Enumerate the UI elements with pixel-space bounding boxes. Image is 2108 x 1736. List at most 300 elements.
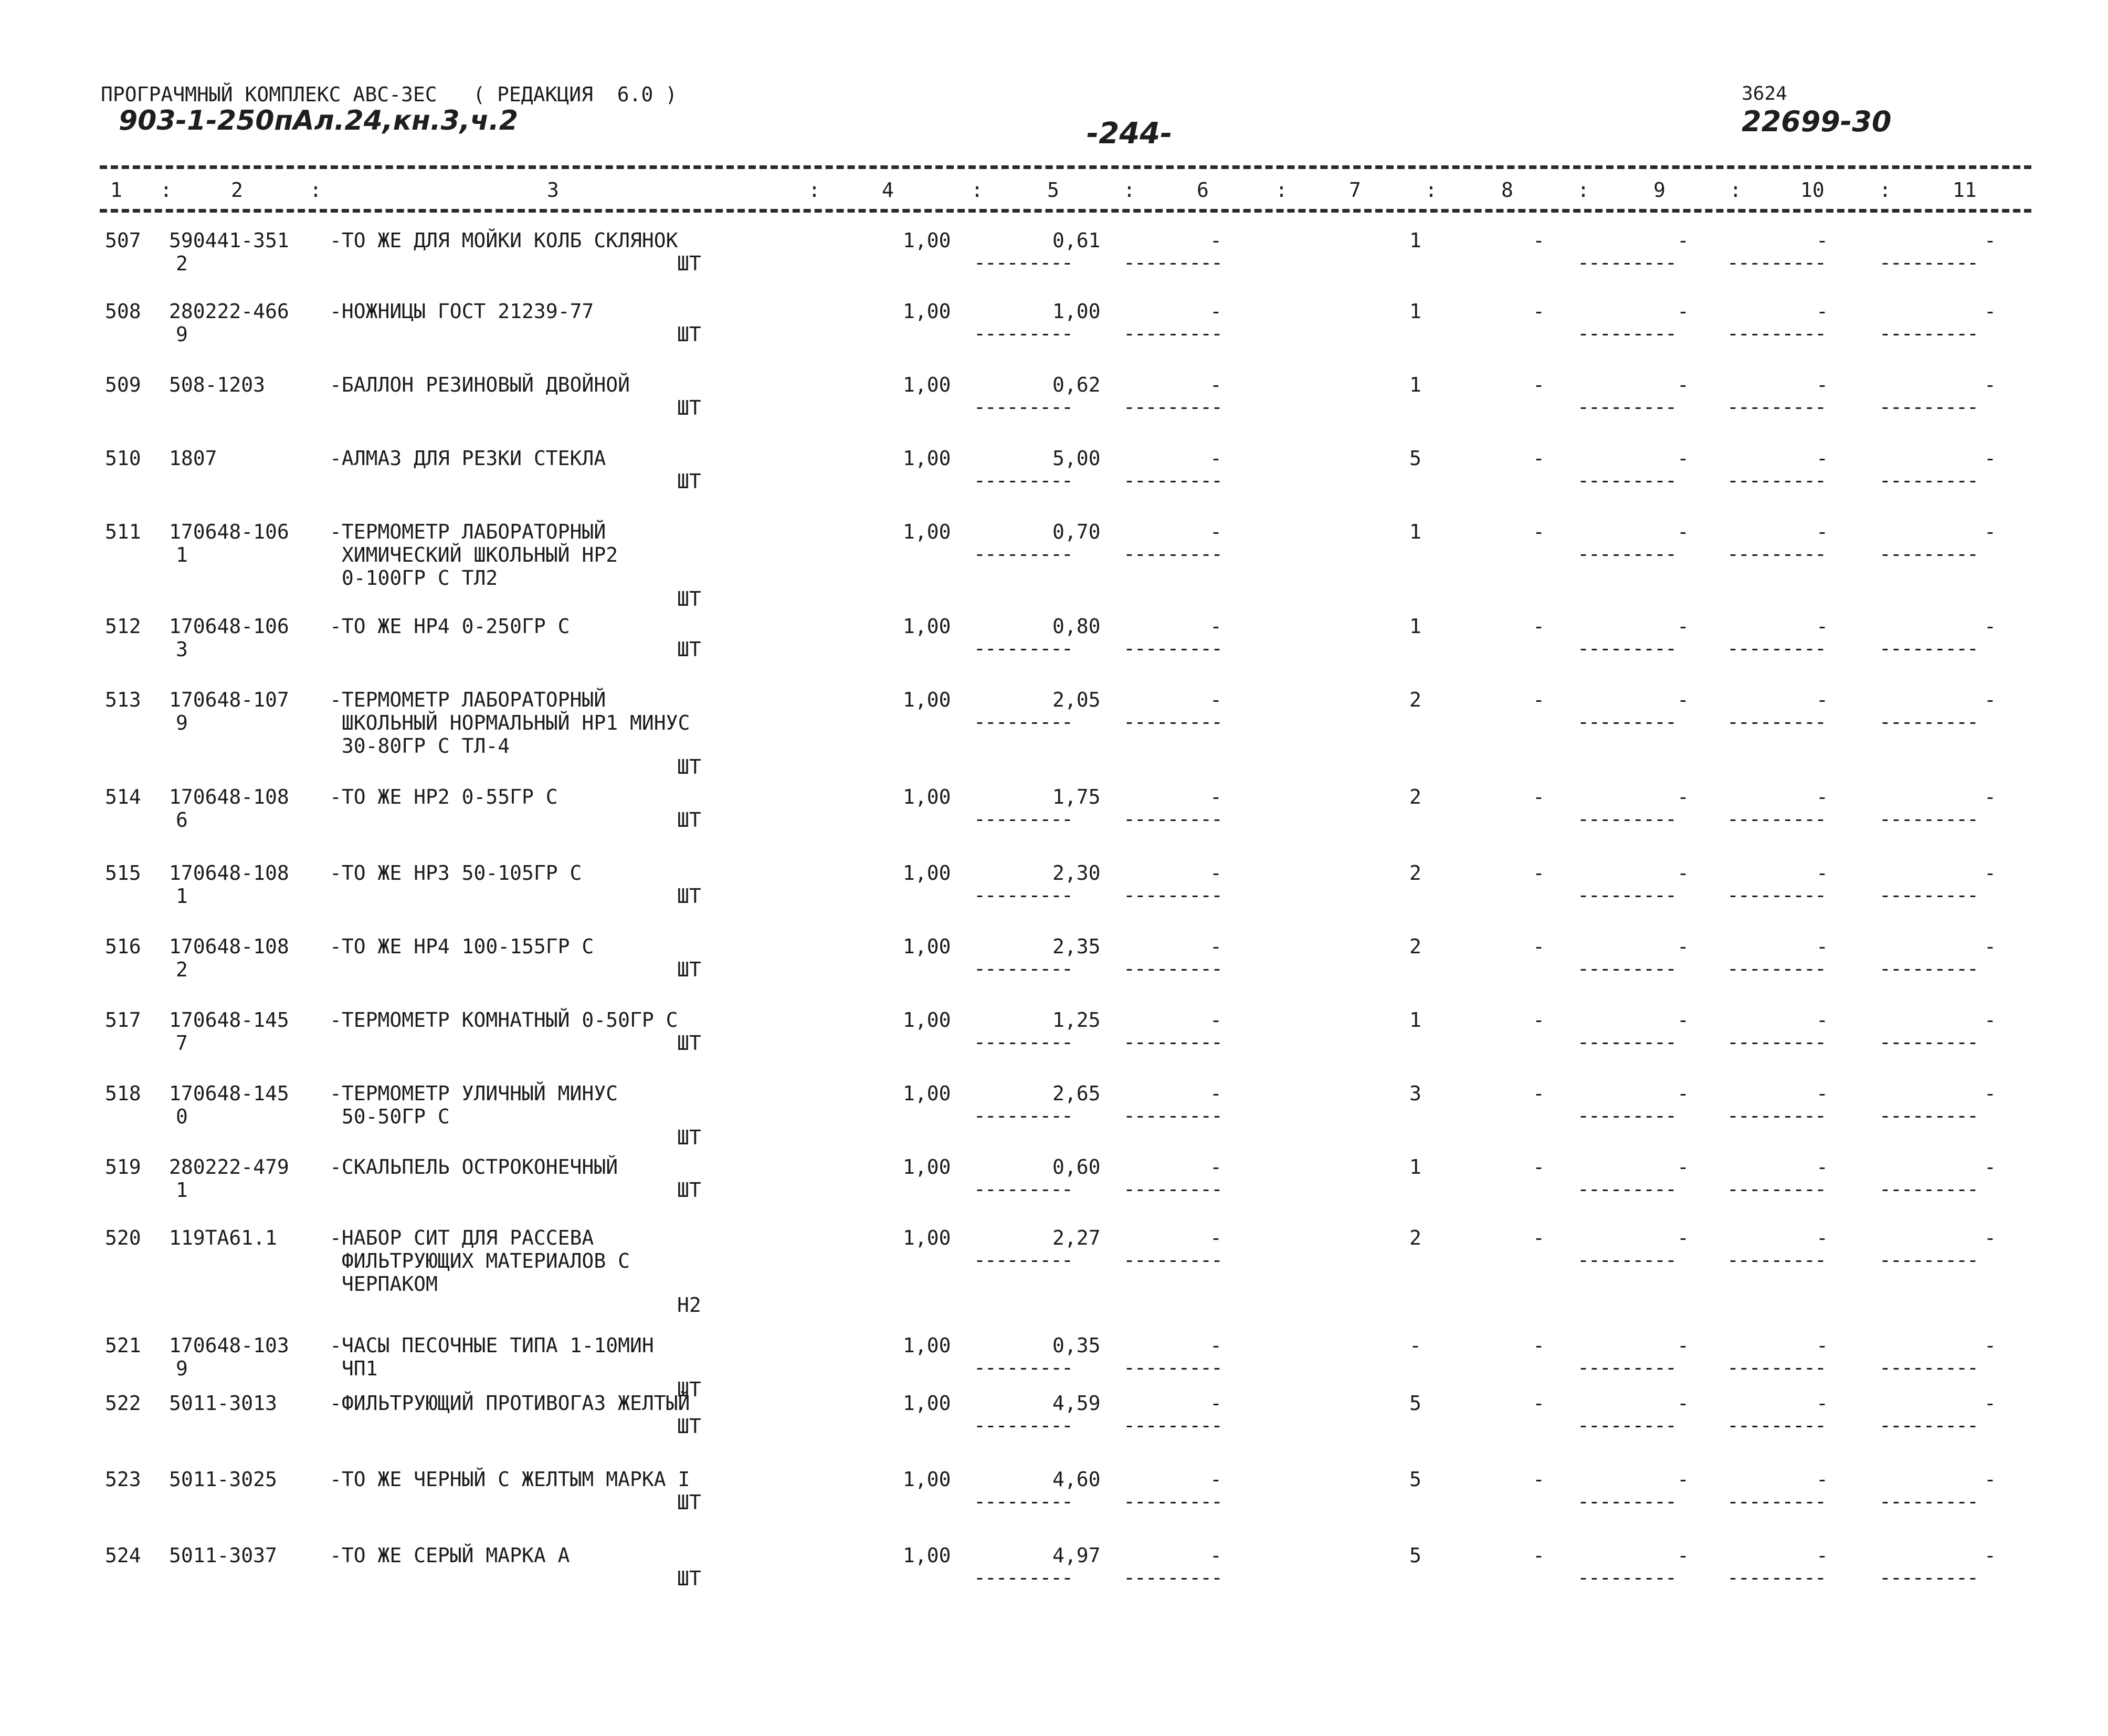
col11-underline: --------- [1879, 1566, 1978, 1589]
table-row [0, 446, 2108, 520]
price-underline: --------- [974, 807, 1072, 830]
item-code: 170648-106 [169, 520, 289, 543]
col6-underline: --------- [1123, 957, 1222, 980]
col10-value: - [1816, 1082, 1828, 1105]
col9-underline: --------- [1577, 883, 1676, 907]
price: 0,62 [1052, 373, 1101, 396]
price-underline: --------- [974, 395, 1072, 418]
item-code: 590441-351 [169, 229, 289, 252]
row-number: 523 [105, 1468, 141, 1491]
col-separator: : [1425, 178, 1437, 202]
unit-of-measure: ШТ [677, 1378, 701, 1401]
col9-value: - [1677, 520, 1689, 543]
unit-of-measure: ШТ [677, 1032, 701, 1055]
col10-value: - [1816, 785, 1828, 808]
unit-of-measure: ШТ [677, 470, 701, 493]
price: 4,59 [1052, 1392, 1101, 1415]
item-description-line: -ТЕРМОМЕТР ЛАБОРАТОРНЫЙ [330, 688, 606, 711]
col8-value: - [1533, 520, 1545, 543]
price: 0,70 [1052, 520, 1101, 543]
row-number: 521 [105, 1334, 141, 1357]
row-number: 518 [105, 1082, 141, 1105]
item-code: 170648-108 [169, 861, 289, 885]
item-code: 170648-145 [169, 1008, 289, 1032]
item-description-line: ФИЛЬТРУЮЩИХ МАТЕРИАЛОВ С [330, 1249, 630, 1272]
item-description-line: 0-100ГР С ТЛ2 [330, 566, 498, 590]
quantity: 1,00 [903, 373, 951, 396]
col6-value: - [1210, 1155, 1222, 1179]
quantity: 1,00 [903, 1155, 951, 1179]
item-description-line: -ТО ЖЕ СЕРЫЙ МАРКА А [330, 1544, 570, 1567]
unit-of-measure: ШТ [677, 638, 701, 661]
price: 4,97 [1052, 1544, 1101, 1567]
item-description-line: -АЛМАЗ ДЛЯ РЕЗКИ СТЕКЛА [330, 447, 606, 470]
col10-underline: --------- [1727, 251, 1826, 274]
table-row [0, 934, 2108, 1008]
col6-value: - [1210, 1226, 1222, 1249]
price: 0,35 [1052, 1334, 1101, 1357]
col11-value: - [1984, 520, 1996, 543]
col9-value: - [1677, 373, 1689, 396]
price-underline: --------- [974, 957, 1072, 980]
document-code: 903-1-250пАл.24,кн.3,ч.2 [119, 105, 519, 136]
quantity: 1,00 [903, 785, 951, 808]
col8-value: - [1533, 1226, 1545, 1249]
item-description-line: -ТЕРМОМЕТР КОМНАТНЫЙ 0-50ГР С [330, 1008, 678, 1032]
col11-value: - [1984, 1392, 1996, 1415]
col7-value: 1 [1409, 1008, 1421, 1032]
program-header: ПРОГРАЧМНЫЙ КОМПЛЕКС АВС-ЗЕС ( РЕДАКЦИЯ 6.0 ) [101, 83, 678, 106]
unit-of-measure: ШТ [677, 1567, 701, 1590]
item-code-check: 6 [176, 808, 188, 832]
col10-underline: --------- [1727, 322, 1826, 345]
col9-value: - [1677, 1544, 1689, 1567]
item-code: 170648-103 [169, 1334, 289, 1357]
price-underline: --------- [974, 1356, 1072, 1379]
price-underline: --------- [974, 1414, 1072, 1437]
col11-underline: --------- [1879, 542, 1978, 565]
col10-underline: --------- [1727, 1566, 1826, 1589]
table-row [0, 1391, 2108, 1465]
table-row [0, 228, 2108, 302]
row-number: 517 [105, 1008, 141, 1032]
col10-underline: --------- [1727, 395, 1826, 418]
col10-underline: --------- [1727, 1177, 1826, 1201]
item-code: 5011-3037 [169, 1544, 277, 1567]
col10-underline: --------- [1727, 1490, 1826, 1513]
item-description-line: ЧП1 [330, 1357, 378, 1380]
price-underline: --------- [974, 710, 1072, 733]
col9-value: - [1677, 1392, 1689, 1415]
col11-underline: --------- [1879, 251, 1978, 274]
quantity: 1,00 [903, 447, 951, 470]
row-number: 509 [105, 373, 141, 396]
table-row [0, 785, 2108, 858]
col7-value: 1 [1409, 1155, 1421, 1179]
unit-of-measure: Н2 [677, 1293, 701, 1317]
item-description-line: -ТЕРМОМЕТР ЛАБОРАТОРНЫЙ [330, 520, 606, 543]
row-number: 508 [105, 300, 141, 323]
row-number: 516 [105, 935, 141, 958]
item-code: 5011-3025 [169, 1468, 277, 1491]
row-number: 513 [105, 688, 141, 711]
col8-value: - [1533, 300, 1545, 323]
col10-underline: --------- [1727, 1030, 1826, 1054]
quantity: 1,00 [903, 1008, 951, 1032]
col8-value: - [1533, 1155, 1545, 1179]
quantity: 1,00 [903, 615, 951, 638]
col11-underline: --------- [1879, 1177, 1978, 1201]
col7-value: 1 [1409, 229, 1421, 252]
col9-value: - [1677, 1334, 1689, 1357]
price: 5,00 [1052, 447, 1101, 470]
col10-underline: --------- [1727, 807, 1826, 830]
col8-value: - [1533, 1392, 1545, 1415]
unit-of-measure: ШТ [677, 1179, 701, 1202]
col9-value: - [1677, 300, 1689, 323]
row-number: 524 [105, 1544, 141, 1567]
item-description-line: -ТО ЖЕ ДЛЯ МОЙКИ КОЛБ СКЛЯНОК [330, 229, 678, 252]
unit-of-measure: ШТ [677, 958, 701, 981]
item-code-check: 1 [176, 885, 188, 908]
col11-value: - [1984, 861, 1996, 885]
col7-value: - [1409, 1334, 1421, 1357]
col6-value: - [1210, 1392, 1222, 1415]
col7-value: 1 [1409, 373, 1421, 396]
item-code-check: 2 [176, 252, 188, 275]
col6-underline: --------- [1123, 807, 1222, 830]
quantity: 1,00 [903, 861, 951, 885]
col6-underline: --------- [1123, 1356, 1222, 1379]
quantity: 1,00 [903, 935, 951, 958]
col7-value: 1 [1409, 615, 1421, 638]
col10-underline: --------- [1727, 957, 1826, 980]
col6-value: - [1210, 688, 1222, 711]
quantity: 1,00 [903, 1082, 951, 1105]
col6-underline: --------- [1123, 395, 1222, 418]
col6-underline: --------- [1123, 1414, 1222, 1437]
item-code: 280222-479 [169, 1155, 289, 1179]
col11-value: - [1984, 1226, 1996, 1249]
col8-value: - [1533, 1082, 1545, 1105]
col9-underline: --------- [1577, 1490, 1676, 1513]
col9-underline: --------- [1577, 322, 1676, 345]
col7-value: 2 [1409, 1226, 1421, 1249]
item-description-line: ХИМИЧЕСКИЙ ШКОЛЬНЫЙ НР2 [330, 543, 618, 566]
col10-value: - [1816, 447, 1828, 470]
col11-underline: --------- [1879, 1414, 1978, 1437]
price: 0,60 [1052, 1155, 1101, 1179]
col8-value: - [1533, 688, 1545, 711]
col-number-5: 5 [1047, 178, 1059, 202]
col11-value: - [1984, 688, 1996, 711]
col11-underline: --------- [1879, 395, 1978, 418]
col10-value: - [1816, 1468, 1828, 1491]
item-description-line: -БАЛЛОН РЕЗИНОВЫЙ ДВОЙНОЙ [330, 373, 630, 396]
col6-underline: --------- [1123, 1566, 1222, 1589]
col9-underline: --------- [1577, 1414, 1676, 1437]
unit-of-measure: ШТ [677, 808, 701, 832]
col11-underline: --------- [1879, 807, 1978, 830]
unit-of-measure: ШТ [677, 1126, 701, 1149]
table-row [0, 1081, 2108, 1155]
col6-underline: --------- [1123, 883, 1222, 907]
unit-of-measure: ШТ [677, 323, 701, 346]
item-code: 170648-108 [169, 935, 289, 958]
row-number: 510 [105, 447, 141, 470]
col6-underline: --------- [1123, 1248, 1222, 1271]
item-code-check: 2 [176, 958, 188, 981]
col6-value: - [1210, 229, 1222, 252]
col7-value: 5 [1409, 1468, 1421, 1491]
item-code: 170648-108 [169, 785, 289, 808]
price-underline: --------- [974, 542, 1072, 565]
unit-of-measure: ШТ [677, 1415, 701, 1438]
col6-value: - [1210, 300, 1222, 323]
col11-underline: --------- [1879, 1248, 1978, 1271]
price: 2,05 [1052, 688, 1101, 711]
table-row [0, 688, 2108, 778]
col8-value: - [1533, 935, 1545, 958]
item-code: 508-1203 [169, 373, 266, 396]
price: 4,60 [1052, 1468, 1101, 1491]
price: 2,65 [1052, 1082, 1101, 1105]
col10-underline: --------- [1727, 1414, 1826, 1437]
col9-underline: --------- [1577, 542, 1676, 565]
col7-value: 5 [1409, 447, 1421, 470]
col11-value: - [1984, 1008, 1996, 1032]
item-code-check: 3 [176, 638, 188, 661]
col-number-10: 10 [1800, 178, 1825, 202]
col9-underline: --------- [1577, 807, 1676, 830]
price-underline: --------- [974, 637, 1072, 660]
col7-value: 2 [1409, 785, 1421, 808]
col10-value: - [1816, 688, 1828, 711]
col-separator: : [1879, 178, 1891, 202]
item-code: 170648-145 [169, 1082, 289, 1105]
col11-value: - [1984, 447, 1996, 470]
price-underline: --------- [974, 469, 1072, 492]
col6-value: - [1210, 785, 1222, 808]
col9-underline: --------- [1577, 395, 1676, 418]
price-underline: --------- [974, 322, 1072, 345]
col8-value: - [1533, 229, 1545, 252]
unit-of-measure: ШТ [677, 396, 701, 419]
col7-value: 1 [1409, 300, 1421, 323]
row-number: 522 [105, 1392, 141, 1415]
page-number: -244- [1087, 117, 1173, 151]
col9-underline: --------- [1577, 1248, 1676, 1271]
col10-underline: --------- [1727, 542, 1826, 565]
quantity: 1,00 [903, 1334, 951, 1357]
col-separator: : [1730, 178, 1742, 202]
col9-underline: --------- [1577, 1566, 1676, 1589]
col10-value: - [1816, 300, 1828, 323]
col11-underline: --------- [1879, 710, 1978, 733]
price-underline: --------- [974, 883, 1072, 907]
col11-value: - [1984, 785, 1996, 808]
item-code-check: 9 [176, 711, 188, 734]
item-code: 1807 [169, 447, 217, 470]
col7-value: 2 [1409, 688, 1421, 711]
item-description-line: -СКАЛЬПЕЛЬ ОСТРОКОНЕЧНЫЙ [330, 1155, 618, 1179]
col11-underline: --------- [1879, 883, 1978, 907]
col8-value: - [1533, 1544, 1545, 1567]
quantity: 1,00 [903, 1468, 951, 1491]
row-number: 512 [105, 615, 141, 638]
price-underline: --------- [974, 1248, 1072, 1271]
price-underline: --------- [974, 1030, 1072, 1054]
col11-underline: --------- [1879, 1030, 1978, 1054]
col11-value: - [1984, 615, 1996, 638]
col11-value: - [1984, 229, 1996, 252]
col-number-1: 1 [110, 178, 122, 202]
col9-underline: --------- [1577, 710, 1676, 733]
col9-value: - [1677, 688, 1689, 711]
quantity: 1,00 [903, 1544, 951, 1567]
col11-underline: --------- [1879, 322, 1978, 345]
col6-value: - [1210, 1008, 1222, 1032]
col-separator: : [1123, 178, 1135, 202]
item-description-line: -ТО ЖЕ НР4 0-250ГР С [330, 615, 570, 638]
col9-value: - [1677, 861, 1689, 885]
col7-value: 3 [1409, 1082, 1421, 1105]
col9-underline: --------- [1577, 469, 1676, 492]
item-description-line: ЧЕРПАКОМ [330, 1272, 438, 1296]
col6-value: - [1210, 520, 1222, 543]
item-description-line: -ТО ЖЕ НР3 50-105ГР С [330, 861, 582, 885]
table-row [0, 1008, 2108, 1081]
item-description-line: -НОЖНИЦЫ ГОСТ 21239-77 [330, 300, 594, 323]
col6-value: - [1210, 615, 1222, 638]
item-code: 5011-3013 [169, 1392, 277, 1415]
item-description-line: ШКОЛЬНЫЙ НОРМАЛЬНЫЙ НР1 МИНУС [330, 711, 690, 734]
col6-underline: --------- [1123, 1030, 1222, 1054]
item-code-check: 1 [176, 1179, 188, 1202]
col10-value: - [1816, 520, 1828, 543]
col-number-7: 7 [1349, 178, 1361, 202]
col10-value: - [1816, 1392, 1828, 1415]
col7-value: 1 [1409, 520, 1421, 543]
col9-value: - [1677, 1155, 1689, 1179]
col9-value: - [1677, 1008, 1689, 1032]
col8-value: - [1533, 447, 1545, 470]
col10-value: - [1816, 1226, 1828, 1249]
price-underline: --------- [974, 251, 1072, 274]
col10-value: - [1816, 1544, 1828, 1567]
unit-of-measure: ШТ [677, 755, 701, 778]
col8-value: - [1533, 373, 1545, 396]
col10-value: - [1816, 373, 1828, 396]
item-code: 119ТА61.1 [169, 1226, 277, 1249]
col7-value: 2 [1409, 935, 1421, 958]
table-row [0, 1467, 2108, 1541]
col-separator: : [808, 178, 820, 202]
table-header-rule [100, 209, 2031, 213]
col10-underline: --------- [1727, 1248, 1826, 1271]
table-row [0, 373, 2108, 446]
col6-underline: --------- [1123, 469, 1222, 492]
row-number: 514 [105, 785, 141, 808]
table-row [0, 614, 2108, 688]
col9-underline: --------- [1577, 957, 1676, 980]
table-row [0, 1226, 2108, 1317]
col11-underline: --------- [1879, 469, 1978, 492]
price-underline: --------- [974, 1104, 1072, 1127]
col9-value: - [1677, 1082, 1689, 1105]
col11-value: - [1984, 1334, 1996, 1357]
price-underline: --------- [974, 1177, 1072, 1201]
item-code: 280222-466 [169, 300, 289, 323]
col8-value: - [1533, 861, 1545, 885]
col-separator: : [310, 178, 322, 202]
col6-value: - [1210, 1468, 1222, 1491]
col8-value: - [1533, 1008, 1545, 1032]
col11-value: - [1984, 935, 1996, 958]
col6-underline: --------- [1123, 1104, 1222, 1127]
unit-of-measure: ШТ [677, 885, 701, 908]
col9-value: - [1677, 785, 1689, 808]
col7-value: 5 [1409, 1392, 1421, 1415]
col7-value: 5 [1409, 1544, 1421, 1567]
col11-value: - [1984, 1155, 1996, 1179]
col-separator: : [971, 178, 983, 202]
col8-value: - [1533, 615, 1545, 638]
item-description-line: -НАБОР СИТ ДЛЯ РАССЕВА [330, 1226, 594, 1249]
price: 1,00 [1052, 300, 1101, 323]
price: 0,80 [1052, 615, 1101, 638]
col11-underline: --------- [1879, 1490, 1978, 1513]
col6-underline: --------- [1123, 1177, 1222, 1201]
unit-of-measure: ШТ [677, 1491, 701, 1514]
col11-underline: --------- [1879, 1356, 1978, 1379]
row-number: 520 [105, 1226, 141, 1249]
quantity: 1,00 [903, 1226, 951, 1249]
col6-value: - [1210, 1082, 1222, 1105]
item-description-line: -ФИЛЬТРУЮЩИЙ ПРОТИВОГАЗ ЖЕЛТЫЙ [330, 1392, 690, 1415]
col6-value: - [1210, 447, 1222, 470]
col6-value: - [1210, 373, 1222, 396]
right-code-top: 3624 [1742, 83, 1787, 104]
col11-underline: --------- [1879, 957, 1978, 980]
quantity: 1,00 [903, 520, 951, 543]
table-top-rule [100, 165, 2031, 169]
col9-underline: --------- [1577, 1104, 1676, 1127]
item-code: 170648-107 [169, 688, 289, 711]
col10-underline: --------- [1727, 883, 1826, 907]
col6-value: - [1210, 861, 1222, 885]
col-number-3: 3 [547, 178, 559, 202]
col9-underline: --------- [1577, 637, 1676, 660]
col10-value: - [1816, 935, 1828, 958]
col10-value: - [1816, 229, 1828, 252]
col8-value: - [1533, 1334, 1545, 1357]
col11-value: - [1984, 300, 1996, 323]
col9-value: - [1677, 447, 1689, 470]
item-code-check: 0 [176, 1105, 188, 1128]
col6-underline: --------- [1123, 710, 1222, 733]
col11-underline: --------- [1879, 1104, 1978, 1127]
item-code-check: 1 [176, 543, 188, 566]
col9-value: - [1677, 615, 1689, 638]
quantity: 1,00 [903, 229, 951, 252]
table-row [0, 1155, 2108, 1228]
col10-underline: --------- [1727, 637, 1826, 660]
col10-underline: --------- [1727, 1104, 1826, 1127]
price: 1,25 [1052, 1008, 1101, 1032]
col-separator: : [160, 178, 172, 202]
col10-underline: --------- [1727, 1356, 1826, 1379]
